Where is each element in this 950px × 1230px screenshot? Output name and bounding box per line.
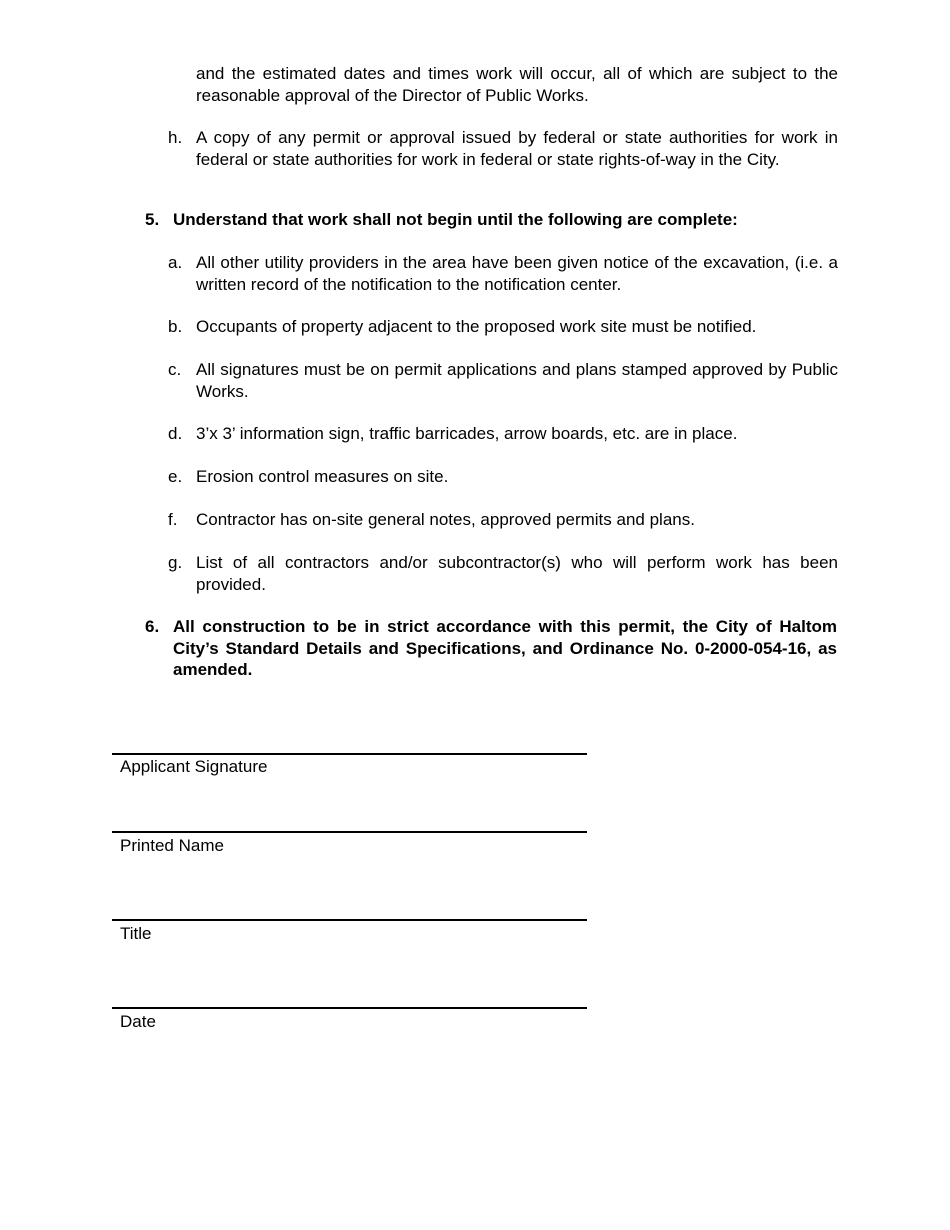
list-item-letter: c. [168, 360, 182, 379]
list-item-h [168, 127, 838, 170]
printed-name-label: Printed Name [120, 836, 224, 855]
list-item-d [168, 423, 838, 445]
section-number: 5. [145, 210, 160, 229]
list-item-e [168, 466, 838, 488]
list-item-letter: h. [168, 128, 183, 147]
applicant-signature-label: Applicant Signature [120, 757, 268, 776]
list-item-text: Occupants of property adjacent to the proposed work site must be notified. [196, 317, 757, 336]
printed-name-line[interactable] [112, 831, 587, 833]
list-item-text: 3’x 3’ information sign, traffic barricades, arrow boards, etc. are in place. [196, 424, 738, 443]
date-label: Date [120, 1012, 156, 1031]
list-item-f [168, 509, 838, 531]
list-item-text: All other utility providers in the area have been given notice of the excavation, (i.e. a written record of the notification to the notification center. [196, 253, 838, 294]
list-item-letter: b. [168, 317, 183, 336]
list-item-g [168, 552, 838, 595]
section-number: 6. [145, 617, 160, 636]
list-item-letter: g. [168, 553, 183, 572]
date-line[interactable] [112, 1007, 587, 1009]
list-item-text: All signatures must be on permit applications and plans stamped approved by Public Works. [196, 360, 838, 401]
list-item-letter: e. [168, 467, 183, 486]
section-5-heading [145, 209, 837, 231]
list-item-c [168, 359, 838, 402]
continuation-paragraph: and the estimated dates and times work will occur, all of which are subject to the reasonable approval of the Director of Public Works. [196, 64, 838, 105]
section-heading-text: Understand that work shall not begin until the following are complete: [173, 210, 738, 229]
section-6-text: All construction to be in strict accordance with this permit, the City of Haltom City’s Standard Details and Specifications, and Ordinance No. 0-2000-054-16, as amended. [173, 617, 837, 679]
title-label: Title [120, 924, 152, 943]
list-item-text: Erosion control measures on site. [196, 467, 449, 486]
section-6 [145, 616, 837, 681]
applicant-signature-line[interactable] [112, 753, 587, 755]
title-line[interactable] [112, 919, 587, 921]
list-item-b [168, 316, 838, 338]
list-item-letter: a. [168, 253, 183, 272]
list-item-letter: f. [168, 510, 178, 529]
list-item-text: Contractor has on-site general notes, approved permits and plans. [196, 510, 695, 529]
list-item-text: List of all contractors and/or subcontractor(s) who will perform work has been provided. [196, 553, 838, 594]
list-item-letter: d. [168, 424, 183, 443]
list-item-text: A copy of any permit or approval issued by federal or state authorities for work in federal or state authorities for work in federal or state rights-of-way in the City. [196, 128, 838, 169]
list-item-a [168, 252, 838, 295]
